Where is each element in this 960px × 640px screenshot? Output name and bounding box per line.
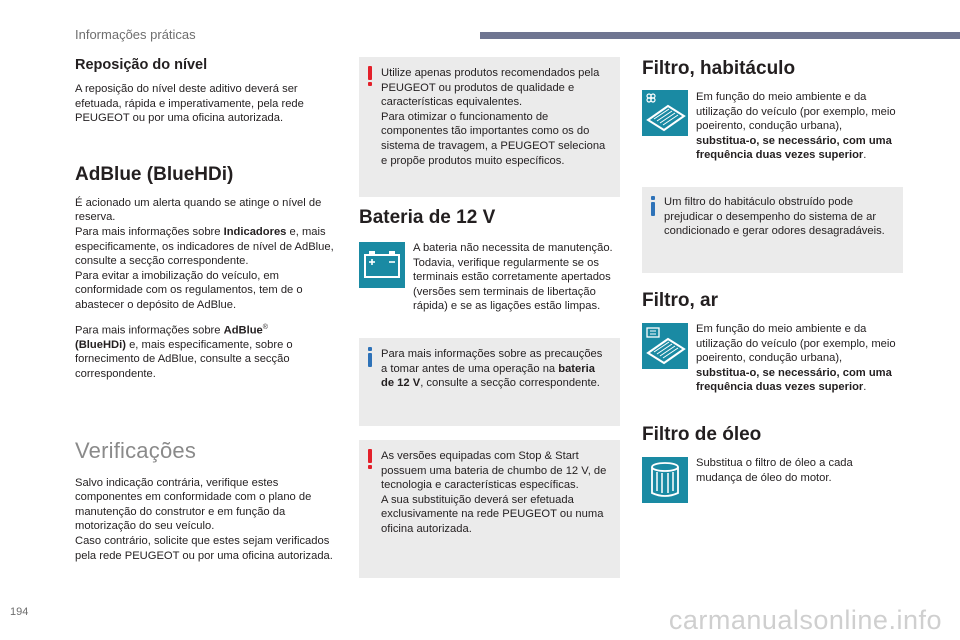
air-filter-icon [642,323,688,369]
ar-title: Filtro, ar [642,290,719,311]
warning-box-products: Utilize apenas produtos recomendados pela PEUGEOT ou produtos de qualidade e características equivalentes. Para otimizar o funcionamento de componentes tão importantes como os do sistema de travagem, a PEUGEOT seleciona e propõe produtos muito específicos. [359,57,620,197]
header-bar [480,32,960,39]
oleo-title: Filtro de óleo [642,424,762,445]
adblue-title: AdBlue (BlueHDi) [75,163,234,185]
verificacoes-text: Salvo indicação contrária, verifique estes componentes em conformidade com o plano de manutenção do construtor e em função da motorização do seu veículo. Caso contrário, solicite que estes sejam verificados pela rede PEUGEOT ou por uma oficina autorizada. [75,476,333,562]
column-left [75,57,337,563]
reposicao-title: Reposição do nível [75,57,208,73]
info-box-habitaculo: Um filtro do habitáculo obstruído pode prejudicar o desempenho do sistema de ar condicionado e gerar odores desagradáveis. [642,187,903,273]
adblue-paragraph-1: É acionado um alerta quando se atinge o nível de reserva. Para mais informações sobre Indicadores e, mais especificamente, os indicadores de nível de AdBlue, consulte a secção correspondente. Para evitar a imobilização do veículo, em conformidade com os regulamentos, tem de o abastecer o depósito de AdBlue. [75,196,334,311]
bateria-text: A bateria não necessita de manutenção. Todavia, verifique regularmente se os terminais estão corretamente apertados (versões sem terminais de libertação rápida) e se as ligações estão limpas. [413,242,613,313]
verificacoes-title: Verificações [75,437,197,463]
warning-mark-icon [368,66,372,86]
adblue-paragraph-2: Para mais informações sobre AdBlue® (BlueHDi) e, mais especificamente, sobre o fornecimento de AdBlue, consulte a secção correspondente. [75,323,293,381]
habitaculo-text: Em função do meio ambiente e da utilização do veículo (por exemplo, meio poeirento, condução urbana), substitua-o, se necessário, com uma frequência duas vezes superior. [696,91,896,162]
section-title: Informações práticas [75,27,196,42]
warning-mark-icon [368,449,372,469]
oil-filter-icon [642,457,688,503]
oleo-text: Substitua o filtro de óleo a cada mudança de óleo do motor. [696,457,853,484]
reposicao-text: A reposição do nível deste aditivo deverá ser efetuada, rápida e imperativamente, pela rede PEUGEOT ou por uma oficina autorizada. [75,83,304,125]
watermark-bottom: carmanualsonline.info [668,605,942,635]
bateria-section [359,207,495,229]
bateria-title: Bateria de 12 V [359,207,496,228]
info-box-bateria: Para mais informações sobre as precauções a tomar antes de uma operação na bateria de 12 V, consulte a secção correspondente. [359,338,620,426]
warning-box-stop-start: As versões equipadas com Stop & Start possuem uma bateria de chumbo de 12 V, de tecnologia e características específicas. A sua substituição deverá ser efetuada exclusivamente na rede PEUGEOT ou numa oficina autorizada. [359,440,620,578]
info-mark-icon [368,347,372,367]
info-mark-icon [651,196,655,216]
cabin-filter-icon [642,90,688,136]
battery-icon [359,242,405,288]
page-number: 194 [10,606,29,618]
habitaculo-title: Filtro, habitáculo [642,58,796,79]
ar-text: Em função do meio ambiente e da utilização do veículo (por exemplo, meio poeirento, condução urbana), substitua-o, se necessário, com uma frequência duas vezes superior. [696,323,896,394]
